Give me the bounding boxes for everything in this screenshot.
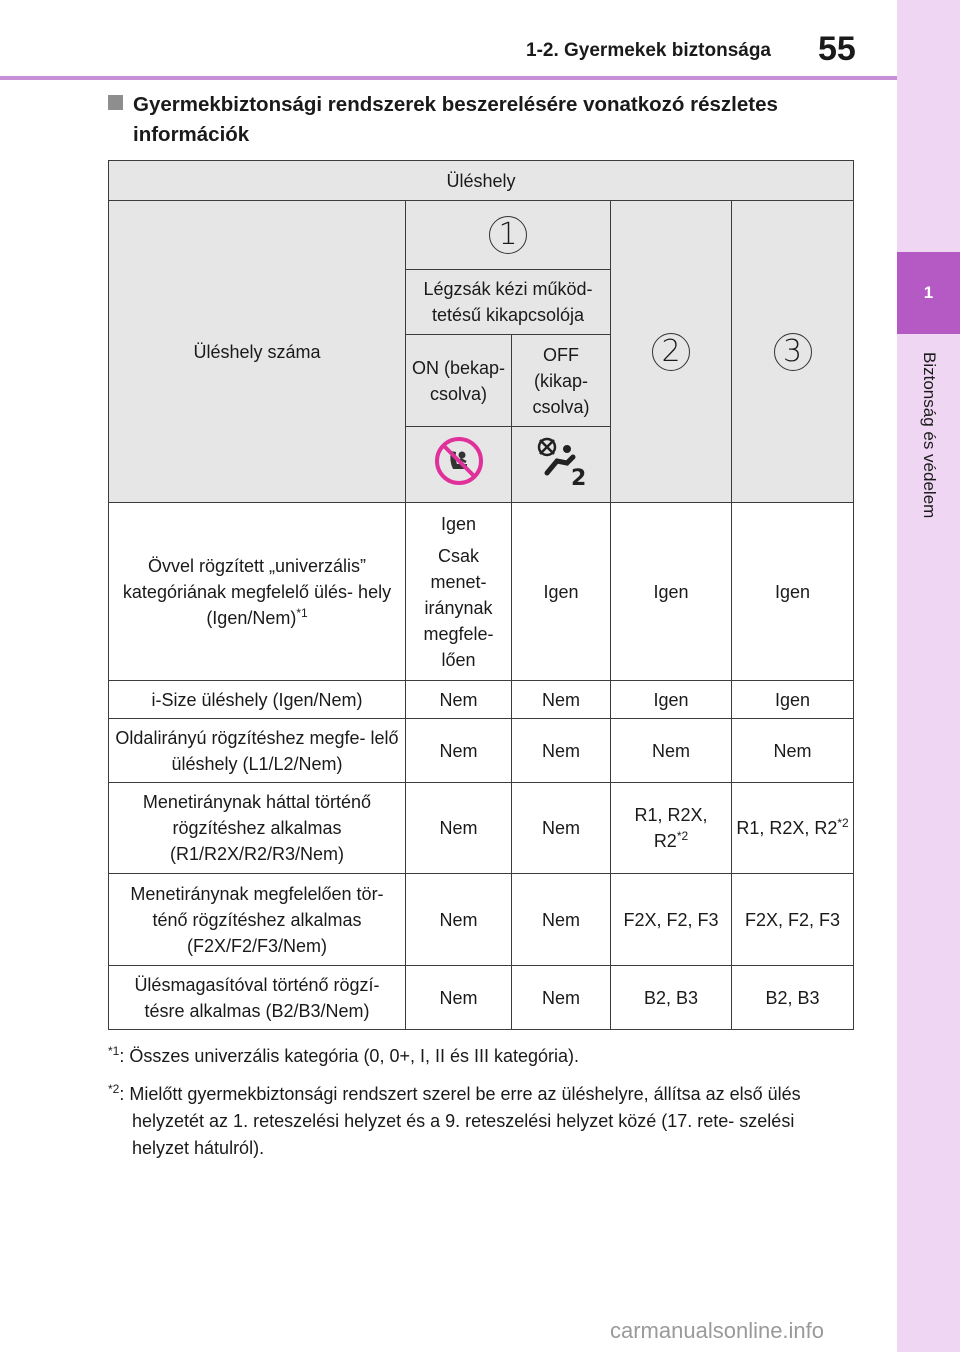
passenger-airbag-off-2-icon (533, 433, 589, 489)
row-cell: Nem (406, 874, 512, 966)
row-label: i-Size üléshely (Igen/Nem) (109, 681, 406, 719)
heading-line-1: Gyermekbiztonsági rendszerek beszerelésére vonatkozó részletes (133, 93, 778, 116)
seat-number-1: 1 (489, 216, 527, 254)
row-cell: R1, R2X, R2$^{*2}$ (732, 783, 854, 874)
row-cell: Igen (611, 681, 732, 719)
airbag-on-icon-cell (406, 427, 512, 503)
chapter-tab[interactable]: 1 (897, 252, 960, 334)
row-cell: B2, B3 (732, 966, 854, 1030)
row-cell: Nem (512, 681, 611, 719)
row-label: Ülésmagasítóval történő rögzí- tésre alkalmas (B2/B3/Nem) (109, 966, 406, 1030)
row-label: Menetiránynak háttal történő rögzítéshez alkalmas (R1/R2X/R2/R3/Nem) (109, 783, 406, 874)
footnotes (108, 1038, 853, 1162)
row-cell: Nem (406, 966, 512, 1030)
airbag-off-icon-cell (512, 427, 611, 503)
header-title: 1-2. Gyermekek biztonsága (526, 40, 771, 61)
row-cell: Igen (512, 503, 611, 681)
seat-2-header (611, 201, 732, 503)
chapter-title: Biztonság és védelem (920, 352, 939, 519)
row-cell: R1, R2X, R2$^{*2}$ (611, 783, 732, 874)
header-rule (0, 76, 897, 80)
row-label: Övvel rögzített „univerzális” kategóriának megfelelő ülés- hely (Igen/Nem)$^{*1}$ (109, 503, 406, 681)
airbag-off-child-seat-icon (433, 435, 485, 487)
row-cell (406, 503, 512, 681)
row-cell: Igen (732, 681, 854, 719)
row-cell: Igen (732, 503, 854, 681)
row-cell: F2X, F2, F3 (611, 874, 732, 966)
page-number: 55 (818, 30, 856, 68)
row-cell: Nem (406, 719, 512, 783)
seat-3-header (732, 201, 854, 503)
square-bullet-icon (108, 95, 123, 110)
row-cell: Nem (611, 719, 732, 783)
row-cell: Nem (512, 719, 611, 783)
section-heading (108, 90, 868, 150)
airbag-on-label: ON (bekap- csolva) (406, 335, 512, 427)
header-seating-position: Üléshely (109, 161, 854, 201)
airbag-switch-label: Légzsák kézi működ- tetésű kikapcsolója (406, 270, 611, 335)
row-cell: Nem (732, 719, 854, 783)
row-label: Menetiránynak megfelelően tör- ténő rögzítéshez alkalmas (F2X/F2/F3/Nem) (109, 874, 406, 966)
seat-number-2: 2 (652, 333, 690, 371)
footnote-2: $^{*2}$: Mielőtt gyermekbiztonsági rendszert szerel be erre az üléshelyre, állítsa az első ülés helyzetét az 1. reteszelési helyzet és a 9. reteszelési helyzet közé (17. rete- szelési helyzet hátulról). (108, 1082, 801, 1158)
watermark: carmanualsonline.info (610, 1318, 825, 1343)
row-cell: Nem (512, 966, 611, 1030)
airbag-off-label: OFF (kikap- csolva) (512, 335, 611, 427)
row-cell: B2, B3 (611, 966, 732, 1030)
cell-text-b: Csak menet- iránynak megfele- lően (423, 545, 494, 670)
row-cell: Nem (406, 681, 512, 719)
seat-1-header (406, 201, 611, 270)
seat-number-3: 3 (774, 333, 812, 371)
row-cell: Nem (512, 783, 611, 874)
row-cell: Nem (406, 783, 512, 874)
row-cell: F2X, F2, F3 (732, 874, 854, 966)
row-label: Oldalirányú rögzítéshez megfe- lelő üléshely (L1/L2/Nem) (109, 719, 406, 783)
footnote-1: $^{*1}$: Összes univerzális kategória (0, 0+, I, II és III kategória). (108, 1044, 580, 1066)
seat-table (108, 160, 854, 1030)
row-cell: Nem (512, 874, 611, 966)
row-cell: Igen (611, 503, 732, 681)
sidebar (897, 0, 960, 1352)
header-seat-number: Üléshely száma (109, 201, 406, 503)
cell-text-a: Igen (440, 513, 477, 534)
heading-line-2: információk (133, 123, 250, 146)
svg-text:2: 2 (571, 466, 587, 489)
